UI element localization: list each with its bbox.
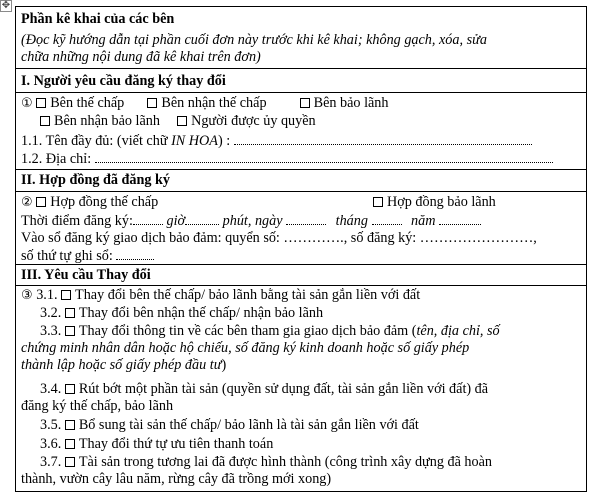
hour-field[interactable] — [133, 212, 163, 225]
item-3-2-label: Thay đổi bên nhận thế chấp/ nhận bảo lãnh — [78, 305, 324, 321]
checkbox-mortgage-contract[interactable] — [36, 197, 46, 207]
item-3-7-line2: thành, vườn cây lâu năm, rừng cây đã trồng mới xong) — [21, 471, 332, 487]
item-3-7-label: Tài sản trong tương lai đã được hình thành (công trình xây dựng đã hoàn — [78, 454, 492, 470]
item-3-1-number: 3.1. — [36, 287, 58, 303]
section-registered-contract — [16, 170, 586, 265]
item-3-1-label: Thay đổi bên thế chấp/ bảo lãnh bằng tài sản gắn liền với đất — [75, 287, 421, 303]
checkbox-3-2[interactable] — [65, 308, 75, 318]
month-field[interactable] — [372, 212, 402, 225]
marker-1: ① — [21, 96, 33, 111]
full-name-label-caps: IN HOA — [171, 133, 218, 149]
marker-2: ② — [21, 195, 33, 210]
registration-time-row — [21, 212, 481, 230]
address-field[interactable] — [95, 150, 553, 163]
item-3-4-line2: đăng ký thế chấp, bảo lãnh — [21, 398, 174, 414]
item-3-3-line3 — [21, 357, 226, 374]
option-mortgagee: Bên nhận thế chấp — [161, 95, 267, 111]
day-field[interactable] — [286, 212, 326, 225]
section3-heading: III. Yêu cầu Thay đổi — [21, 267, 151, 283]
section-change-request — [16, 265, 586, 491]
checkbox-3-4[interactable] — [65, 384, 75, 394]
item-3-3-italic: tên, địa chỉ, số — [416, 323, 500, 339]
table-anchor-icon[interactable]: ✥ — [1, 0, 11, 11]
item-3-7-number: 3.7. — [40, 454, 62, 470]
item-3-1 — [21, 287, 420, 304]
year-label: năm — [411, 213, 436, 229]
full-name-row — [21, 132, 581, 150]
form-title: Phần kê khai của các bên — [21, 11, 175, 27]
checkbox-guaranteed-party[interactable] — [40, 116, 50, 126]
option-mortgage-contract: Hợp đồng thế chấp — [50, 194, 159, 210]
item-3-5-number: 3.5. — [40, 417, 62, 433]
item-3-3-close: ) — [221, 357, 227, 373]
address-row — [21, 150, 581, 168]
section1-row1 — [21, 95, 389, 112]
item-3-6 — [40, 436, 273, 453]
checkbox-guarantee-contract[interactable] — [373, 197, 383, 207]
marker-3: ③ — [21, 288, 33, 303]
option-guarantee-contract: Hợp đồng bảo lãnh — [387, 194, 496, 210]
section2-option-left-row — [21, 194, 158, 211]
order-number-row — [21, 247, 154, 265]
checkbox-authorized-person[interactable] — [177, 116, 187, 126]
registry-book-line: Vào sổ đăng ký giao dịch bảo đảm: quyển số: …………., số đăng ký: ……………………, — [21, 230, 537, 246]
item-3-3-number: 3.3. — [40, 323, 62, 339]
checkbox-3-7[interactable] — [65, 457, 75, 467]
declaration-form — [15, 6, 587, 492]
section1-row2 — [40, 113, 316, 130]
form-note-line2: chữa những nội dung đã kê khai trên đơn) — [21, 49, 261, 65]
order-number-label: số thứ tự ghi sổ: — [21, 248, 113, 264]
checkbox-mortgagor[interactable] — [36, 98, 46, 108]
option-guaranteed-party: Bên nhận bảo lãnh — [54, 113, 160, 129]
item-3-4-number: 3.4. — [40, 381, 62, 397]
item-3-2 — [40, 305, 323, 322]
order-number-field[interactable] — [116, 247, 154, 260]
item-3-5 — [40, 417, 419, 434]
form-note-line1: (Đọc kỹ hướng dẫn tại phần cuối đơn này trước khi kê khai; không gạch, xóa, sửa — [21, 32, 487, 48]
item-3-3-line3-text: thành lập hoặc số giấy phép đầu tư — [21, 357, 222, 373]
item-3-2-number: 3.2. — [40, 305, 62, 321]
option-authorized-person: Người được ủy quyền — [191, 113, 316, 129]
item-3-3-label: Thay đổi thông tin về các bên tham gia giao dịch bảo đảm ( — [78, 323, 417, 339]
checkbox-3-5[interactable] — [65, 420, 75, 430]
option-mortgagor: Bên thế chấp — [50, 95, 125, 111]
item-3-6-number: 3.6. — [40, 436, 62, 452]
item-3-3 — [40, 323, 500, 340]
checkbox-guarantor[interactable] — [300, 98, 310, 108]
section-requester — [16, 69, 586, 170]
item-3-4 — [40, 381, 488, 398]
minute-field[interactable] — [185, 212, 219, 225]
checkbox-mortgagee[interactable] — [147, 98, 157, 108]
registration-time-label: Thời điểm đăng ký: — [21, 213, 133, 229]
item-3-3-line2: chứng minh nhân dân hoặc hộ chiếu, số đăng ký kinh doanh hoặc số giấy phép — [21, 340, 470, 356]
section2-heading: II. Hợp đồng đã đăng ký — [21, 172, 171, 188]
full-name-label-end: ) : — [217, 133, 231, 149]
option-guarantor: Bên bảo lãnh — [313, 95, 389, 111]
address-label: 1.2. Địa chỉ: — [21, 151, 92, 167]
item-3-5-label: Bổ sung tài sản thế chấp/ bảo lãnh là tài sản gắn liền với đất — [78, 417, 419, 433]
year-field[interactable] — [439, 212, 481, 225]
checkbox-3-6[interactable] — [65, 439, 75, 449]
month-label: tháng — [335, 213, 368, 229]
full-name-field[interactable] — [234, 132, 532, 145]
full-name-label: 1.1. Tên đầy đủ: (viết chữ — [21, 133, 172, 149]
checkbox-3-3[interactable] — [65, 326, 75, 336]
form-header — [16, 7, 586, 69]
item-3-6-label: Thay đổi thứ tự ưu tiên thanh toán — [78, 436, 274, 452]
item-3-7 — [40, 454, 492, 471]
section1-heading: I. Người yêu cầu đăng ký thay đổi — [21, 73, 226, 89]
section2-option-right-row — [373, 194, 496, 211]
hour-label: giờ — [166, 213, 186, 229]
checkbox-3-1[interactable] — [61, 290, 71, 300]
item-3-4-label: Rút bớt một phần tài sản (quyền sử dụng đất, tài sản gắn liền với đất) đã — [78, 381, 489, 397]
minute-label: phút, ngày — [222, 213, 283, 229]
